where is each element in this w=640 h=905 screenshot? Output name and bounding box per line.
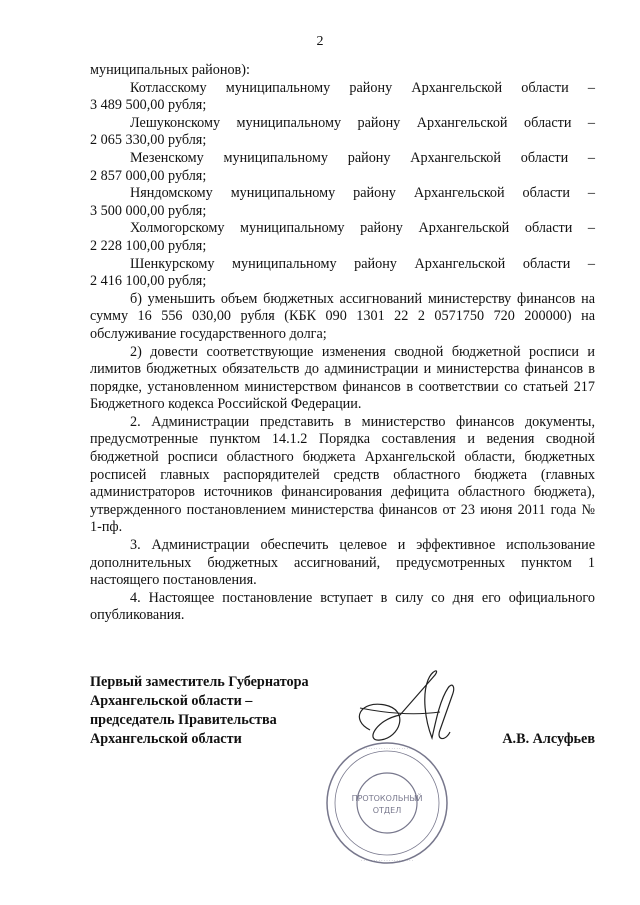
paragraph: 2. Администрации представить в министерство финансов документы, предусмотренные пунктом 14.1.2 Порядка составления и ведения сводной бюджетной росписи областного бюджета Архангельской области, бюджетных росписей главных распорядителей средств областного бюджета (главных администраторов источников финансирования дефицита областного бюджета), утвержденного постановлением министерства финансов от 23 июня 2011 года № 1-пф. (90, 413, 595, 536)
paragraph: Няндомскому муниципальному району Архангельской области – (130, 185, 595, 202)
paragraph: Холмогорскому муниципальному району Архангельской области – (130, 220, 595, 237)
paragraph: 3. Администрации обеспечить целевое и эффективное использование дополнительных бюджетных ассигнований, предусмотренных пунктом 1 настоящего постановления. (90, 537, 595, 589)
seal-text-line1: ПРОТОКОЛЬНЫЙ (351, 794, 423, 803)
signatory-title-line: председатель Правительства (90, 712, 277, 728)
signatory-name: А.В. Алсуфьев (502, 731, 595, 747)
paragraph: 2 228 100,00 рубля; (90, 237, 207, 254)
seal-text-line2: ОТДЕЛ (372, 806, 402, 815)
paragraph: 3 500 000,00 рубля; (90, 202, 207, 219)
page-number: 2 (316, 34, 324, 49)
paragraph: 2 857 000,00 рубля; (90, 167, 207, 184)
svg-text:· · · · · · · · · · · · · · ·: · · · · · · · · · · · · · · · · · · · · · (360, 858, 414, 863)
paragraph: 2) довести соответствующие изменения сводной бюджетной росписи и лимитов бюджетных обязательств до администрации и министерства финансов в порядке, установленном министерством финансов в соответствии со статьей 217 Бюджетного кодекса Российской Федерации. (90, 343, 595, 413)
signatory-title-line: Архангельской области (90, 731, 242, 747)
paragraph: Котласскому муниципальному району Архангельской области – (130, 79, 595, 96)
signatory-title-line: Первый заместитель Губернатора (90, 674, 309, 690)
svg-text:· · · · · · · · · · · · · · ·: · · · · · · · · · · · · · · · · · · · · · (360, 746, 414, 751)
document-body (90, 62, 595, 625)
signatory-title-line: Архангельской области – (90, 693, 253, 709)
paragraph: 3 489 500,00 рубля; (90, 97, 207, 114)
signature-block (90, 673, 595, 749)
paragraph: муниципальных районов): (90, 62, 250, 78)
paragraph: Шенкурскому муниципальному району Архангельской области – (130, 255, 595, 272)
paragraph: Мезенскому муниципальному району Архангельской области – (130, 149, 595, 166)
paragraph: 4. Настоящее постановление вступает в силу со дня его официального опубликования. (90, 589, 595, 624)
paragraph: Лешуконскому муниципальному району Архангельской области – (130, 114, 595, 131)
paragraph: б) уменьшить объем бюджетных ассигнований министерству финансов на сумму 16 556 030,00 рубля (КБК 090 1301 22 2 0571750 720 200000) на обслуживание государственного долга; (90, 290, 595, 342)
paragraph: 2 065 330,00 рубля; (90, 132, 207, 149)
protocol-department-seal (322, 738, 452, 868)
paragraph: 2 416 100,00 рубля; (90, 273, 207, 290)
